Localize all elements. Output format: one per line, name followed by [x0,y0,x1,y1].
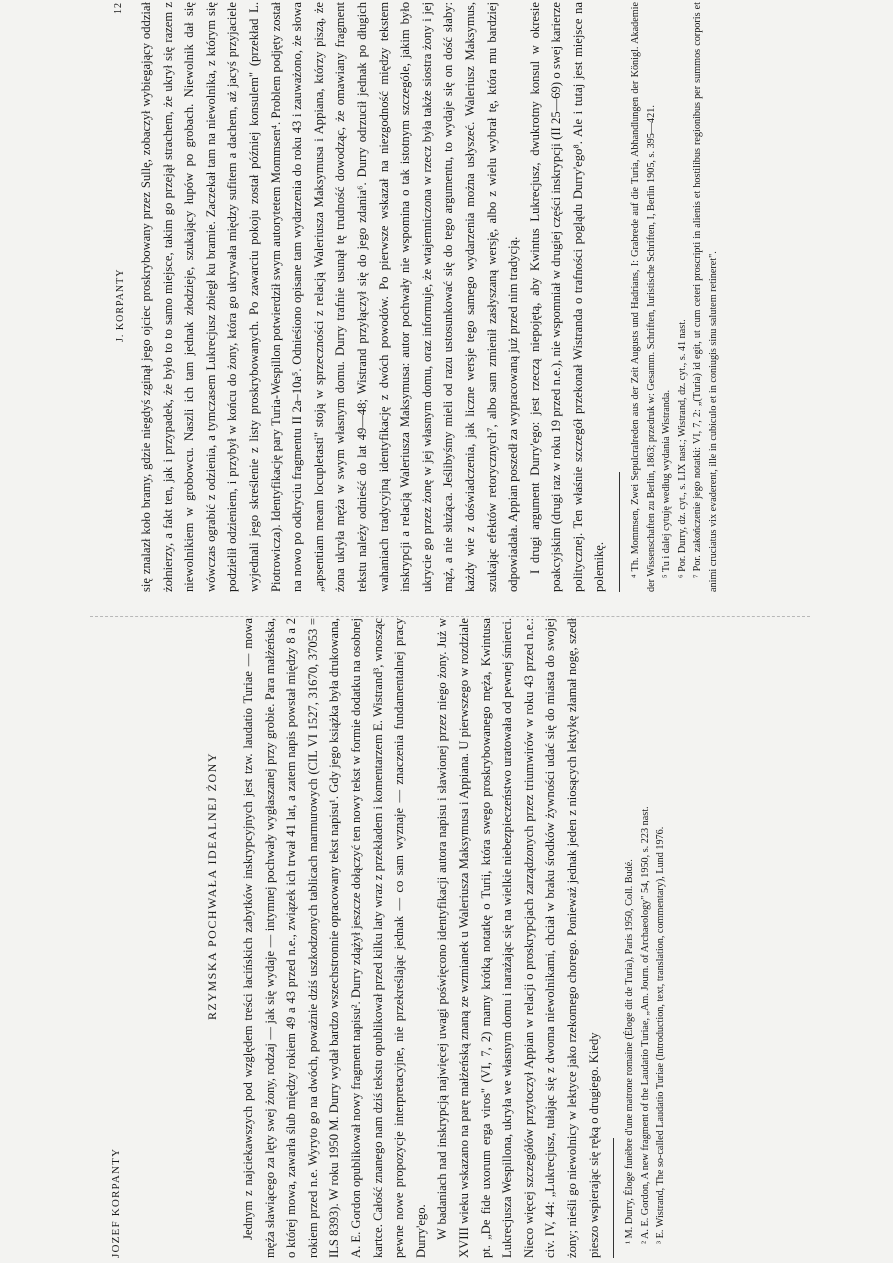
lower-body [238,618,669,1258]
footnote-3: ³ E. Wistrand, The so-called Laudatio Turiae (Introduction, text, translation, commentary), Lund 1976. [655,826,667,1244]
footnote-1: ¹ M. Durry, Éloge funèbre d'une matrone romaine (Éloge dit de Turia), Paris 1950, Coll. Budé. [624,859,636,1244]
article-title: RZYMSKA POCHWAŁA IDEALNEJ ŻONY [205,751,219,1020]
upper-paragraph-2: I drugi argument Durry'ego: jest rzeczą niepojętą, aby Kwintus Lukrecjusz, dwukrotny konsul w okresie poakcyjskim (drugi raz w roku 19 przed n.e.), nie wspomniał w drugiej części inskrypcji (II 25—69) o swej karierze politycznej. Ten właśnie szczegół przekonał Wistranda o trafności poglądu Durry'ego⁸. Ale i tutaj jest miejsce na polemikę. [527,2,607,592]
lower-paragraph-1: Jednym z najciekawszych pod względem treści łacińskich zabytków inskrypcyjnych jest tzw. laudatio Turiae — mowa męża sławiącego za lęty swej żony, rodzaj — jak się wydaje — intymnej pochwały wygłaszanej przy grobie. Para małżeńska, o której mowa, zawarła ślub między rokiem 49 a 43 przed n.e., związek ich trwał 41 lat, a zatem napis powstał między 8 a 2 rokiem przed n.e. Wyryto go na dwóch, poważnie dziś uszkodzonych tablicach marmurowych (CIL VI 1527, 31670, 37053 = ILS 8393). W roku 1950 M. Durry wydał bardzo wszechstronnie opracowany tekst napisu¹. Gdy jego książka była drukowana, A. E. Gordon opublikował nowy fragment napisu². Durry zdążył jeszcze dołączyć ten nowy tekst w formie dodatku na osobnej kartce. Całość znanego nam dziś tekstu opublikował przed kilku laty wraz z przekładem i komentarzem E. Wistrand³, wnosząc pewne nowe propozycje interpretacyjne, nie przekreślając jednak — co sam wyznaje — znaczenia fundamentalnej pracy Durry'ego. [241,618,428,1258]
lower-footnotes [622,618,669,1258]
footnote-5: ⁵ Tu i dalej cytuję według wydania Wistranda. [661,390,673,578]
footnote-6: ⁶ Por. Durry, dz. cyt., s. LIX nast.; Wistrand, dz. cyt., s. 41 nast. [676,319,688,578]
lower-page [98,618,698,1258]
article-author: JOZEF KORPANTY [110,1147,122,1258]
footnote-rule [619,472,620,592]
running-head [108,2,128,592]
page-number: 12 [113,2,124,14]
upper-page [108,2,788,592]
footnote-4: ⁴ Th. Mommsen, Zwei Sepulcralreden aus der Zeit Augusts und Hadrians, I: Grabrede auf die Turia, Abhandlungen der Königl. Akademie der Wissenschaften zu Berlin, 1863; przedruk w: Gesamm. Schriften, Iuristische Schriften, I, Berlin 1905, s. 395—421. [630,2,657,592]
footnote-rule [613,1138,614,1258]
lower-paragraph-2: W badaniach nad inskrypcją najwięcej uwagi poświęcono identyfikacji autora napisu i sławionej przez niego żony. Już w XVIII wieku wskazano na parę małżeńską znaną ze wzmianek u Waleriusza Maksymusa i Appiana. U pierwszego w rozdziale pt. „De fide uxorum erga viros" (VI, 7, 2) mamy krótką notatkę o Turii, która swego proskrybowanego męża, Kwintusa Lukrecjusza Wespillona, ukryła we własnym domu i narażając się na wielkie niebezpieczeństwo uratowała od pewnej śmierci. Nieco więcej szczegółów przytoczył Appian w relacji o proskrypcjach zarządzonych przez triumwirów w roku 43 przed n.e.: civ. IV, 44: „Lukrecjusz, tułając się z dwoma niewolnikami, chciał w braku środków żywności udać się do miasta do swojej żony; nieśli go niewolnicy w lektyce jako rzekomego chorego. Ponieważ jednak jeden z niosących lektykę złamał nogę, szedł pieszo wspierając się ręką o drugiego. Kiedy [435,618,601,1258]
footnote-2: ² A. E. Gordon, A new fragment of the Laudatio Turiae, „Am. Journ. of Archaeology" 54, 1950, s. 223 nast. [639,806,651,1244]
upper-footnotes [628,2,722,592]
running-head-title: J. KORPANTY [115,268,126,342]
upper-paragraph-1: się znalazł koło bramy, gdzie niegdyś zginął jego ojciec proskrybowany przez Sullę, zobaczył wybiegający oddział żołnierzy, a fakt ten, jak i przypadek, że było to to samo miejsce, takim go przejął strachem, że ukrył się razem z niewolnikiem w grobowcu. Naszli ich tam jednak złodzieje, szukający łupów po grobach. Niewolnik dał się wówczas ograbić z odzienia, a tymczasem Lukrecjusz zbiegł ku bramie. Zaczekał tam na niewolnika, z którym się podzielił odzieniem, i przybył w końcu do żony, która go ukrywała między sufitem a dachem, aż jacyś przyjaciele wyjednali jego skreślenie z listy proskrybowanych. Po zawarciu pokoju został później konsulem" (przekład L. Piotrowicza). Identyfikację pary Turia-Wespillon potwierdził swym autorytetem Mommsen⁴. Problem podjęty został na nowo po odkryciu fragmentu II 2a–10a⁵. Odnieśiono opisane tam wydarzenia do roku 43 i zauważono, że słowa „apsentiam meam locupletasti" stoją w sprzeczności z relacją Waleriusza Maksymusa i Appiana, którzy piszą, że żona ukryła męża w swym własnym domu. Durry trafnie usunął tę trudność dowodząc, że omawiany fragment tekstu należy odnieść do lat 49—48; Wistrand przyłączył się do jego zdania⁶. Durry odrzucił jednak po długich wahaniach tradycyjną identyfikację z dwóch powodów. Po pierwsze wskazał na niezgodność między tekstem inskrypcji a relacją Waleriusza Maksymusa: autor pochwały nie wspomina o tak istotnym szczególe, jakim było ukrycie go przez żonę w jej własnym domu, oraz informuje, że wtajemniczona w rzecz była także siostra żony i jej mąż, a nie służąca. Jeślibyśmy mieli od razu ustosunkować się do tego argumentu, to wydaje się on dość słaby: każdy wie z doświadczenia, jak liczne wersje tego samego wydarzenia można usłyszeć. Waleriusz Maksymus, szukając efektów retorycznych⁷, albo sam zmienił zasłyszaną wersję, albo z wielu wybrał tę, która mu bardziej odpowiadała. Appian poszedł za wypracowaną już przed nim tradycją. [139,2,521,592]
footnote-7: ⁷ Por. zakończenie jego notatki: VI, 7, 2: „(Turia) id egit, ut cum ceteri proscripti in alienis et hostilibus regionibus per summos corporis et animi cruciatus vix evaderent, ille in cubiculo et in coniugis sinu salutem retineret". [692,2,720,592]
page-gutter-divider [90,616,810,617]
upper-body [136,2,722,592]
